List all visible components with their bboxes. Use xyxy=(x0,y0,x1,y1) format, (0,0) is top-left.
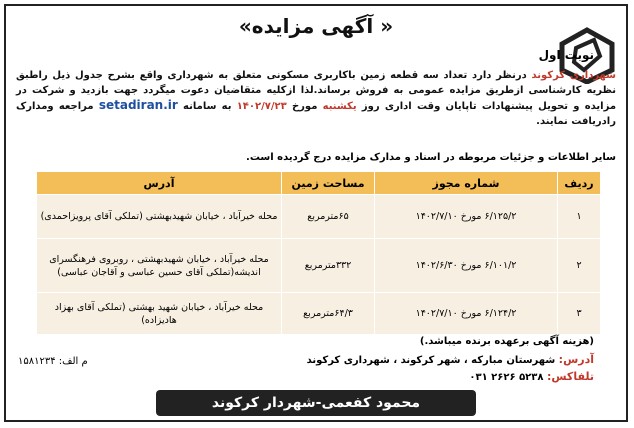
table-row xyxy=(37,195,601,239)
address-cell: محله خیرآباد ، خیابان شهیدبهشتی (تملکی آقای پرویزاحمدی) xyxy=(37,195,282,239)
notice-page xyxy=(4,4,628,422)
table-row xyxy=(37,293,601,335)
telfax-value: ۵۲۳۸ ۲۶۲۶ ۰۳۱ xyxy=(469,372,547,383)
permit-number: ۶/۱۰۱/۲ مورخ ۱۴۰۲/۶/۳۰ xyxy=(375,239,558,293)
row-number: ۱ xyxy=(558,195,601,239)
address-value: شهرستان مبارکه ، شهر کرکوند ، شهرداری کرکوند xyxy=(306,355,559,366)
deadline-day: یکشنبه xyxy=(322,101,357,112)
round-label: نوبت اول xyxy=(538,48,594,62)
land-area: ۶۵مترمربع xyxy=(282,195,375,239)
address-cell: محله خیرآباد ، خیابان شهیدبهشتی ، روبروی فرهنگسرای اندیشه(تملکی آقای حسین عباسی و آقاجان عباسی) xyxy=(37,239,282,293)
header-row-number: ردیف xyxy=(558,172,601,195)
permit-number: ۶/۱۲۴/۲ مورخ ۱۴۰۲/۷/۱۰ xyxy=(375,293,558,335)
deadline-date: ۱۴۰۲/۷/۲۳ xyxy=(236,101,287,112)
signature-banner: محمود کفعمی-شهردار کرکوند xyxy=(156,390,476,416)
header-area: مساحت زمین xyxy=(282,172,375,195)
header-address: آدرس xyxy=(37,172,282,195)
notice-title: «آگهی مزایده » xyxy=(238,14,394,38)
table-row xyxy=(37,239,601,293)
land-area: ۳۳۲مترمربع xyxy=(282,239,375,293)
address-cell: محله خیرآباد ، خیابان شهید بهشتی (تملکی آقای بهزاد هادیزاده) xyxy=(37,293,282,335)
telfax-label: تلفاکس: xyxy=(546,370,594,383)
land-area: ۶۴/۳مترمربع xyxy=(282,293,375,335)
body-text-2: مورخ xyxy=(286,101,323,112)
notice-body xyxy=(16,68,616,129)
body-text-1: درنظر دارد تعداد سه قطعه زمین باکاربری مسکونی متعلق به شهرداری واقع بشرح جدول ذیل راطبق نظریه کارشناسی ازطریق مزایده عمومی به فروش برساند.لذا ازکلیه متقاضیان دعوت میگردد جهت بازدید و شرکت در مزایده و تحویل پیشنهادات تاپایان وقت اداری روز xyxy=(16,70,617,112)
row-number: ۳ xyxy=(558,293,601,335)
details-line: سایر اطلاعات و جزئیات مربوطه در اسناد و مدارک مزایده درج گردیده است. xyxy=(246,152,616,163)
organization-name: شهرداری کرکوند xyxy=(531,70,616,81)
address-label: آدرس: xyxy=(558,353,594,366)
body-text-4: مراجعه ومدارک رادریافت نمایند. xyxy=(16,101,616,127)
body-text-3: به سامانه xyxy=(177,101,237,112)
header-permit: شماره مجوز xyxy=(375,172,558,195)
table-header-row xyxy=(37,172,601,195)
address-line xyxy=(307,353,594,366)
fee-note: (هزینه آگهی برعهده برنده میباشد.) xyxy=(419,336,594,347)
website-link[interactable]: setadiran.ir xyxy=(98,98,178,112)
lots-table xyxy=(36,171,601,335)
row-number: ۲ xyxy=(558,239,601,293)
telfax-line xyxy=(469,370,594,383)
permit-number: ۶/۱۲۵/۲ مورخ ۱۴۰۲/۷/۱۰ xyxy=(375,195,558,239)
reference-number: م الف: ۱۵۸۱۲۳۴ xyxy=(18,356,88,367)
